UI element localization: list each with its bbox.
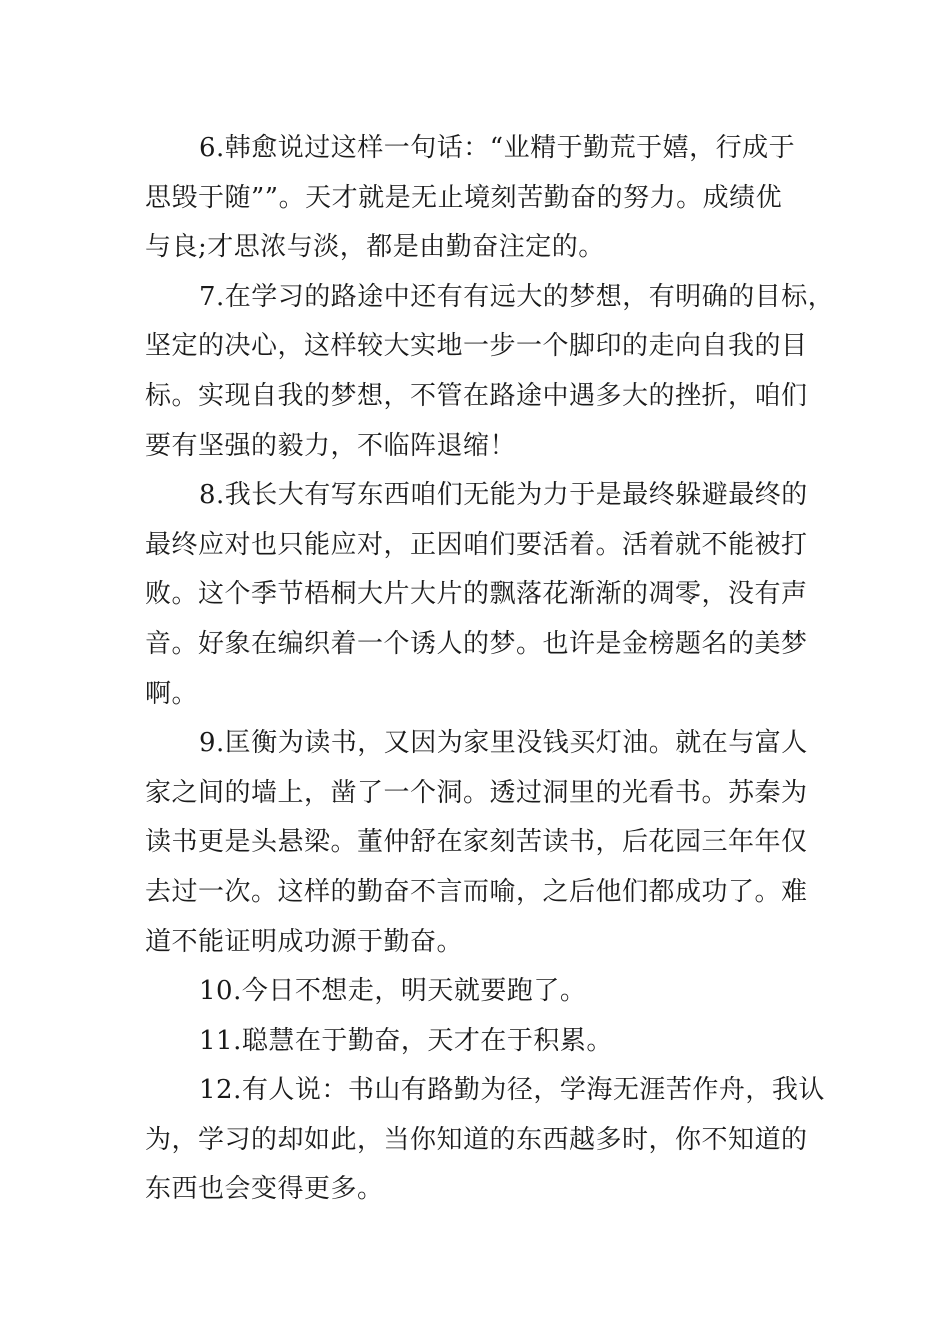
text-line: 音。好象在编织着一个诱人的梦。也许是金榜题名的美梦 (145, 628, 808, 659)
paragraph-11 (145, 1017, 825, 1067)
text-line: 去过一次。这样的勤奋不言而喻，之后他们都成功了。难 (145, 876, 808, 907)
document-body (145, 124, 835, 1215)
paragraph-7 (145, 273, 835, 471)
text-line: 败。这个季节梧桐大片大片的飘落花渐渐的凋零，没有声 (145, 579, 808, 610)
text-line: 道不能证明成功源于勤奋。 (145, 926, 464, 957)
text-line: 思毁于随””。天才就是无止境刻苦勤奋的努力。成绩优 (145, 182, 783, 213)
text-line: 最终应对也只能应对，正因咱们要活着。活着就不能被打 (145, 529, 808, 560)
text-line: 11.聪慧在于勤奋，天才在于积累。 (199, 1025, 613, 1056)
text-line: 与良;才思浓与淡，都是由勤奋注定的。 (145, 232, 605, 263)
paragraph-9 (145, 719, 825, 967)
paragraph-8 (145, 471, 825, 719)
text-line: 为，学习的却如此，当你知道的东西越多时，你不知道的 (145, 1124, 808, 1155)
text-line: 7.在学习的路途中还有有远大的梦想，有明确的目标， (199, 281, 835, 312)
paragraph-6 (145, 124, 825, 273)
text-line: 家之间的墙上，凿了一个洞。透过洞里的光看书。苏秦为 (145, 777, 808, 808)
text-line: 12.有人说：书山有路勤为径，学海无涯苦作舟，我认 (199, 1075, 825, 1106)
text-line: 要有坚强的毅力，不临阵退缩！ (145, 430, 517, 461)
text-line: 啊。 (145, 678, 199, 709)
text-line: 坚定的决心，这样较大实地一步一个脚印的走向自我的目 (145, 331, 808, 362)
text-line: 标。实现自我的梦想，不管在路途中遇多大的挫折，咱们 (145, 380, 808, 411)
text-line: 8.我长大有写东西咱们无能为力于是最终躲避最终的 (199, 480, 808, 511)
text-line: 10.今日不想走，明天就要跑了。 (199, 976, 587, 1007)
text-line: 读书更是头悬梁。董仲舒在家刻苦读书，后花园三年年仅 (145, 827, 808, 858)
paragraph-10 (145, 967, 825, 1017)
paragraph-12 (145, 1066, 825, 1215)
text-line: 6.韩愈说过这样一句话：“业精于勤荒于嬉，行成于 (199, 133, 796, 163)
text-line: 9.匡衡为读书，又因为家里没钱买灯油。就在与富人 (199, 728, 808, 759)
text-line: 东西也会变得更多。 (145, 1174, 384, 1205)
